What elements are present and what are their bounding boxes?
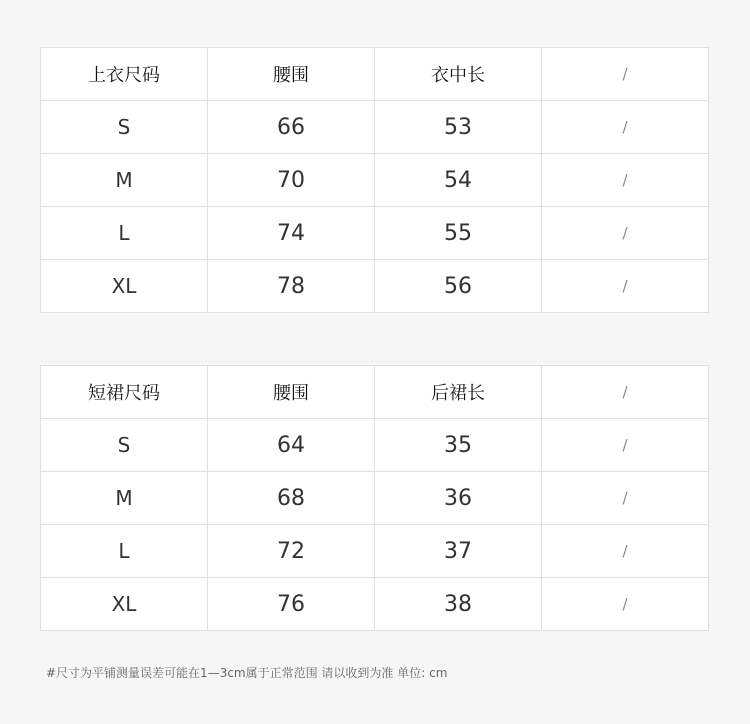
header-length: 后裙长 <box>375 366 542 419</box>
length-cell: 55 <box>375 207 542 260</box>
table-row <box>41 472 709 525</box>
length-cell: 36 <box>375 472 542 525</box>
waist-cell: 78 <box>208 260 375 313</box>
table-row <box>41 207 709 260</box>
waist-cell: 68 <box>208 472 375 525</box>
table-row <box>41 419 709 472</box>
header-empty: / <box>542 48 709 101</box>
header-size: 上衣尺码 <box>41 48 208 101</box>
header-waist: 腰围 <box>208 48 375 101</box>
empty-cell: / <box>542 154 709 207</box>
length-cell: 54 <box>375 154 542 207</box>
size-cell: L <box>41 525 208 578</box>
bottom-size-table <box>40 365 709 631</box>
header-length: 衣中长 <box>375 48 542 101</box>
size-cell: S <box>41 419 208 472</box>
length-cell: 56 <box>375 260 542 313</box>
size-cell: S <box>41 101 208 154</box>
table-row <box>41 260 709 313</box>
header-waist: 腰围 <box>208 366 375 419</box>
size-cell: L <box>41 207 208 260</box>
table-row <box>41 154 709 207</box>
size-cell: XL <box>41 260 208 313</box>
empty-cell: / <box>542 260 709 313</box>
waist-cell: 72 <box>208 525 375 578</box>
table-header-row <box>41 48 709 101</box>
header-size: 短裙尺码 <box>41 366 208 419</box>
length-cell: 38 <box>375 578 542 631</box>
table-row <box>41 101 709 154</box>
empty-cell: / <box>542 101 709 154</box>
length-cell: 53 <box>375 101 542 154</box>
waist-cell: 76 <box>208 578 375 631</box>
length-cell: 35 <box>375 419 542 472</box>
table-row <box>41 578 709 631</box>
length-cell: 37 <box>375 525 542 578</box>
header-empty: / <box>542 366 709 419</box>
empty-cell: / <box>542 472 709 525</box>
waist-cell: 64 <box>208 419 375 472</box>
empty-cell: / <box>542 578 709 631</box>
waist-cell: 70 <box>208 154 375 207</box>
empty-cell: / <box>542 419 709 472</box>
size-cell: M <box>41 154 208 207</box>
top-size-table <box>40 47 709 313</box>
empty-cell: / <box>542 525 709 578</box>
size-cell: M <box>41 472 208 525</box>
table-header-row <box>41 366 709 419</box>
waist-cell: 66 <box>208 101 375 154</box>
measurement-footnote: #尺寸为平铺测量误差可能在1—3cm属于正常范围 请以收到为准 单位: cm <box>46 666 448 680</box>
empty-cell: / <box>542 207 709 260</box>
waist-cell: 74 <box>208 207 375 260</box>
table-row <box>41 525 709 578</box>
size-cell: XL <box>41 578 208 631</box>
